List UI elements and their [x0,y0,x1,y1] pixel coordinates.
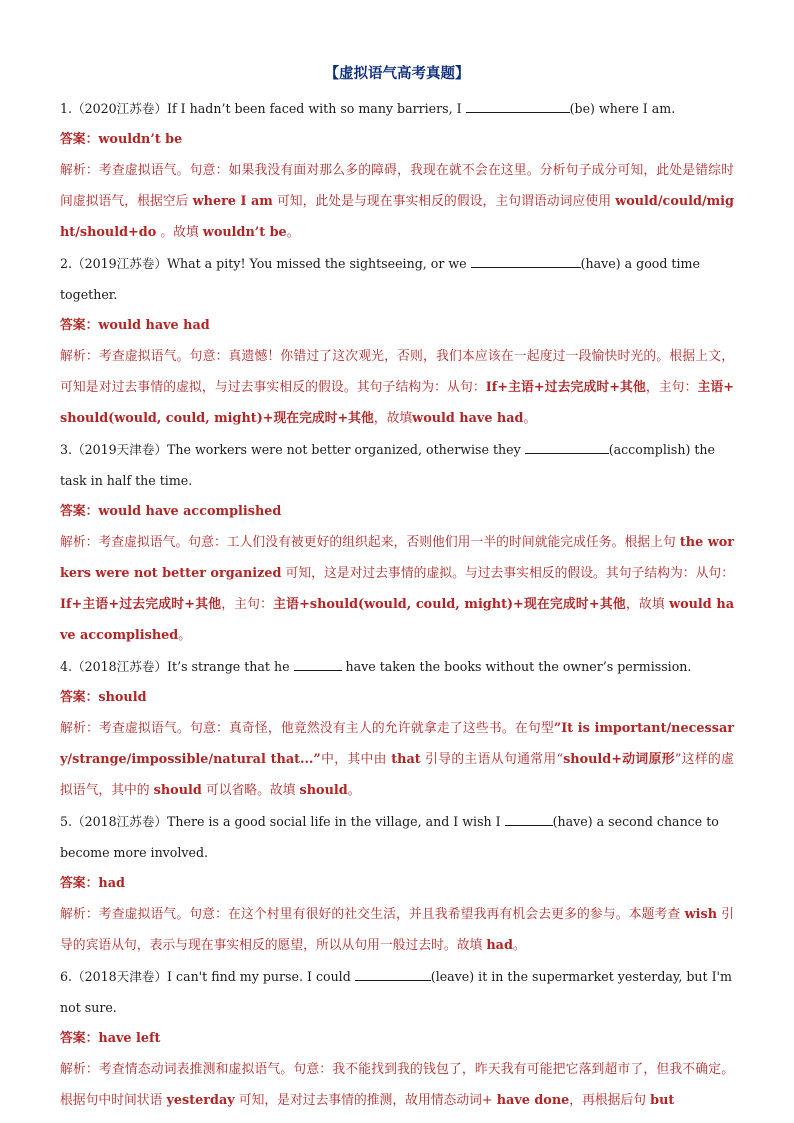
answer-line: 答案：wouldn’t be [60,132,183,147]
explanation-keyword: had [486,938,513,953]
explanation-text: 。故填 [156,225,203,240]
explanation-keyword: 主语+should(would, could, might)+现在完成时+其他 [273,597,626,612]
explanation [60,341,734,434]
question-tail: (be) where I am. [569,101,676,116]
question-tail: (have) a good time together. [60,256,700,302]
explanation-keyword: If+主语+过去完成时+其他 [60,597,222,612]
explanation [60,713,734,806]
explanation-text: 。 [523,411,537,426]
explanation-text: 引导的主语从句通常用“ [420,752,564,767]
question-block [60,434,734,651]
explanation-text: 。 [512,938,526,953]
question-text [60,434,734,496]
answer-line: 答案：would have accomplished [60,504,282,519]
question-stem: 2.（2019江苏卷）What a pity! You missed the sightseeing, or we [60,256,471,271]
question-text [60,93,734,124]
explanation-text: 解析：考查虚拟语气。句意：工人们没有被更好的组织起来，否则他们用一半的时间就能完成任务。根据上句 [60,535,680,550]
question-stem: 5.（2018江苏卷）There is a good social life in the village, and I wish I [60,814,505,829]
explanation-text: 解析：考查虚拟语气。句意：在这个村里有很好的社交生活，并且我希望我再有机会去更多的参与。本题考查 [60,907,685,922]
explanation-keyword: yesterday [166,1093,235,1108]
question-tail: (accomplish) the task in half the time. [60,442,715,488]
answer-blank [466,99,570,113]
answer-line: 答案：would have had [60,318,210,333]
explanation-keyword: would have accomplished [60,597,734,643]
explanation-text: 可以省略。故填 [201,783,300,798]
question-stem: 6.（2018天津卷）I can't find my purse. I could [60,969,355,984]
explanation-text: 解析：考查虚拟语气。句意：真遗憾！你错过了这次观光，否则，我们本应该在一起度过一段愉快时光的。根据上文，可知是对过去事情的虚拟，与过去事实相反的假设。其句子结构为：从句： [60,349,734,395]
explanation-keyword: should [299,783,348,798]
explanation-text: 可知，是对过去事情的推测，故用情态动词+ [234,1093,497,1108]
explanation-keyword: that [391,752,421,767]
page-title: 【虚拟语气高考真题】 [324,65,470,82]
explanation-keyword: If+主语+过去完成时+其他 [485,380,646,395]
answer-line: 答案：had [60,876,125,891]
question-block [60,961,734,1116]
explanation [60,899,734,961]
explanation [60,155,734,248]
question-list [60,93,734,1116]
answer-line: 答案：have left [60,1031,161,1046]
question-stem: 3.（2019天津卷）The workers were not better organized, otherwise they [60,442,525,457]
explanation-text: ”这样的虚拟语气，其中的 [60,752,734,798]
answer-line: 答案：should [60,690,147,705]
question-tail: (have) a second chance to become more involved. [60,814,719,860]
explanation-keyword: would have had [412,411,524,426]
explanation-text: 。 [286,225,300,240]
explanation-text: 可知，这是对过去事情的虚拟。与过去事实相反的假设。其句子结构为：从句： [281,566,734,581]
answer-blank [525,440,609,454]
explanation-text: ，再根据后句 [569,1093,651,1108]
question-text [60,248,734,310]
question-block [60,806,734,961]
answer-blank [471,254,581,268]
explanation-text: 解析：考查情态动词表推测和虚拟语气。句意：我不能找到我的钱包了，昨天我有可能把它落到超市了，但我不确定。根据句中时间状语 [60,1062,734,1108]
explanation [60,527,734,651]
question-stem: 1.（2020江苏卷）If I hadn’t been faced with so many barriers, I [60,101,466,116]
explanation-keyword: have done [496,1093,570,1108]
explanation-keyword: the workers were not better organized [60,535,734,581]
answer-blank [505,812,553,826]
question-tail: (leave) it in the supermarket yesterday, but I'm not sure. [60,969,732,1015]
explanation-text: ，故填 [625,597,670,612]
question-tail: have taken the books without the owner’s permission. [341,659,692,674]
question-text [60,806,734,868]
explanation-keyword: should+动词原形 [563,752,675,767]
question-stem: 4.（2018江苏卷）It’s strange that he [60,659,294,674]
explanation-keyword: but [650,1093,675,1108]
explanation-keyword: wish [684,907,717,922]
explanation-text: 。 [347,783,361,798]
question-block [60,248,734,434]
explanation-text: ，故填 [373,411,413,426]
question-block [60,651,734,806]
explanation-text: ，主句： [221,597,274,612]
explanation-text: 可知，此处是与现在事实相反的假设，主句谓语动词应使用 [272,194,616,209]
explanation-keyword: should [153,783,202,798]
explanation-keyword: ”It is important/necessary/strange/impossible/natural that...” [60,721,735,767]
explanation-keyword: would/could/might/should+do [60,194,734,240]
explanation-text: 引导的宾语从句，表示与现在事实相反的愿望，所以从句用一般过去时。故填 [60,907,734,953]
explanation-keyword: 主语+should(would, could, might)+现在完成时+其他 [60,380,734,426]
answer-blank [355,967,431,981]
answer-blank [294,657,342,671]
explanation [60,1054,734,1116]
explanation-text: 中，其中由 [320,752,392,767]
explanation-keyword: wouldn’t be [202,225,287,240]
explanation-keyword: where I am [192,194,273,209]
explanation-text: 解析：考查虚拟语气。句意：如果我没有面对那么多的障碍，我现在就不会在这里。分析句子成分可知，此处是错综时间虚拟语气，根据空后 [60,163,734,209]
explanation-text: 。 [178,628,192,643]
question-text [60,651,734,682]
question-text [60,961,734,1023]
explanation-text: 解析：考查虚拟语气。句意：真奇怪，他竟然没有主人的允许就拿走了这些书。在句型 [60,721,554,736]
question-block [60,93,734,248]
explanation-text: ，主句： [645,380,698,395]
